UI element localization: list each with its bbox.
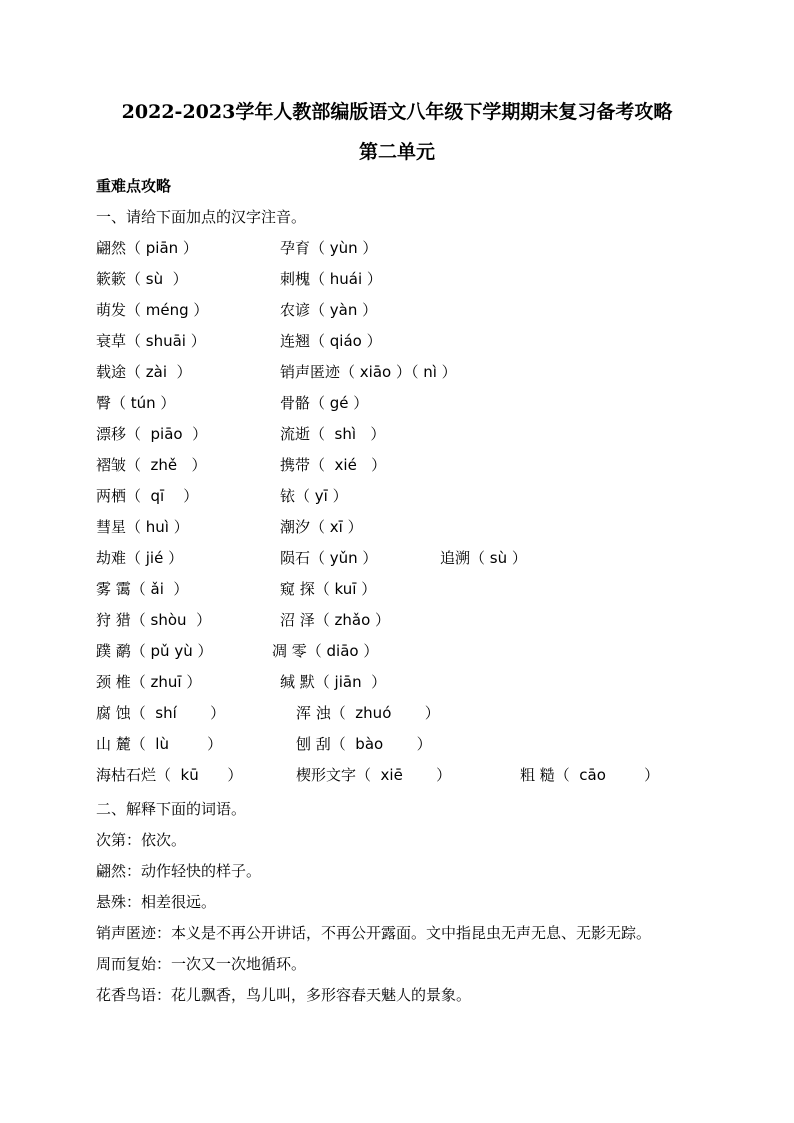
pinyin-entry: 雾 霭（ ǎi ） [96, 580, 189, 598]
pinyin-entry: 凋 零（ diāo ） [272, 642, 379, 660]
pinyin-entry: 潮汐（ xī ） [280, 518, 363, 536]
pinyin-entry: 孕育（ yùn ） [280, 239, 378, 257]
pinyin-entry: 沼 泽（ zhǎo ） [280, 611, 391, 629]
pinyin-entry: 蹼 鹬（ pǔ yù ） [96, 642, 213, 660]
pinyin-entry: 窥 探（ kuī ） [280, 580, 377, 598]
pinyin-entry: 销声匿迹（ xiāo ）（ nì ） [280, 363, 457, 381]
pinyin-entry: 载途（ zài ） [96, 363, 192, 381]
pinyin-entry: 骨骼（ gé ） [280, 394, 369, 412]
definition-item: 次第：依次。 [96, 831, 187, 849]
pinyin-entry: 携带（ xié ） [280, 456, 387, 474]
document-title: 2022-2023学年人教部编版语文八年级下学期期末复习备考攻略 [121, 101, 673, 123]
section-heading: 重难点攻略 [96, 177, 172, 195]
definition-item: 销声匿迹：本义是不再公开讲话，不再公开露面。文中指昆虫无声无息、无影无踪。 [96, 924, 652, 942]
pinyin-entry: 腐 蚀（ shí ） [96, 704, 226, 722]
pinyin-entry: 农谚（ yàn ） [280, 301, 378, 319]
definition-item: 花香鸟语：花儿飘香，鸟儿叫，多形容春天魅人的景象。 [96, 986, 472, 1004]
unit-title: 第二单元 [358, 141, 435, 163]
pinyin-entry: 劫难（ jié ） [96, 549, 184, 567]
pinyin-entry: 追溯（ sù ） [440, 549, 527, 567]
pinyin-entry: 山 麓（ lù ） [96, 735, 223, 753]
pinyin-entry: 颈 椎（ zhuī ） [96, 673, 202, 691]
pinyin-entry: 铱（ yī ） [280, 487, 348, 505]
pinyin-entry: 彗星（ huì ） [96, 518, 189, 536]
pinyin-entry: 狩 猎（ shòu ） [96, 611, 212, 629]
pinyin-entry: 浑 浊（ zhuó ） [296, 704, 440, 722]
definition-item: 翩然：动作轻快的样子。 [96, 862, 262, 880]
pinyin-entry: 粗 糙（ cāo ） [520, 766, 660, 784]
pinyin-entry: 流逝（ shì ） [280, 425, 386, 443]
pinyin-entry: 连翘（ qiáo ） [280, 332, 382, 350]
part1-heading: 一、请给下面加点的汉字注音。 [96, 208, 307, 226]
pinyin-entry: 缄 默（ jiān ） [280, 673, 387, 691]
pinyin-entry: 簌簌（ sù ） [96, 270, 188, 288]
pinyin-entry: 刨 刮（ bào ） [296, 735, 432, 753]
definition-item: 悬殊：相差很远。 [96, 893, 217, 911]
pinyin-entry: 楔形文字（ xiē ） [296, 766, 452, 784]
pinyin-entry: 海枯石烂（ kū ） [96, 766, 243, 784]
pinyin-entry: 漂移（ piāo ） [96, 425, 208, 443]
pinyin-entry: 刺槐（ huái ） [280, 270, 382, 288]
pinyin-entry: 萌发（ méng ） [96, 301, 209, 319]
pinyin-entry: 臀（ tún ） [96, 394, 176, 412]
pinyin-entry: 翩然（ piān ） [96, 239, 198, 257]
part2-heading: 二、解释下面的词语。 [96, 800, 247, 818]
pinyin-entry: 两栖（ qī ） [96, 487, 199, 505]
pinyin-entry: 褶皱（ zhě ） [96, 456, 207, 474]
pinyin-entry: 陨石（ yǔn ） [280, 549, 378, 567]
pinyin-entry: 衰草（ shuāi ） [96, 332, 206, 350]
definition-item: 周而复始：一次又一次地循环。 [96, 955, 307, 973]
